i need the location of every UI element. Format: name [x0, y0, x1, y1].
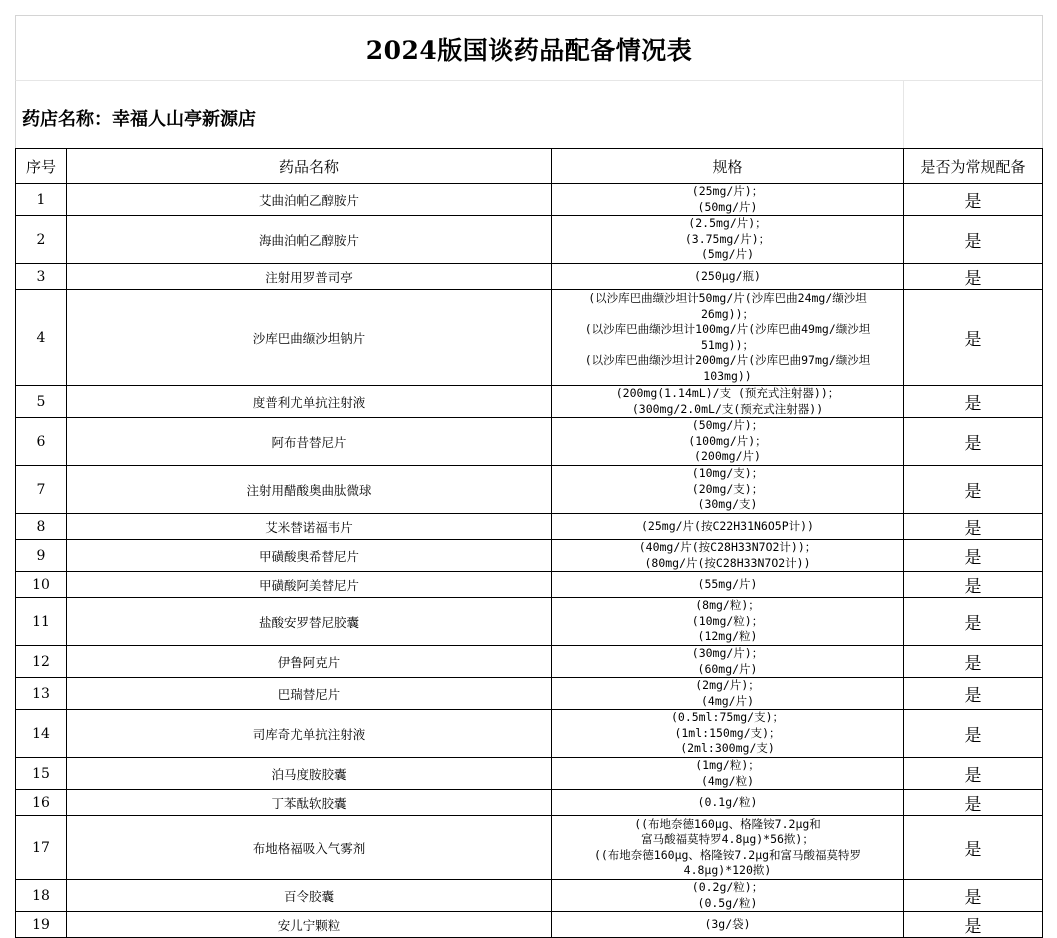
- spec-line: 26mg))；: [700, 306, 755, 321]
- drug-name: 甲磺酸奥希替尼片: [67, 540, 552, 572]
- drug-name: 注射用醋酸奥曲肽微球: [67, 466, 552, 514]
- drug-spec: [552, 386, 904, 418]
- spec-line: (25mg/片(按C22H31N6O5P计)): [641, 518, 814, 533]
- spec-line: (1ml:150mg/支)；: [674, 725, 781, 740]
- drug-spec: [552, 540, 904, 572]
- regular-flag: 是: [904, 710, 1043, 758]
- header-index: 序号: [16, 149, 67, 184]
- spec-line: (3.75mg/片)；: [684, 231, 771, 246]
- regular-flag: 是: [904, 790, 1043, 816]
- regular-flag: 是: [904, 816, 1043, 880]
- table-row: [16, 710, 1043, 758]
- spec-line: ((布地奈德160μg、格隆铵7.2μg和富马酸福莫特罗: [593, 847, 862, 862]
- regular-flag: 是: [904, 466, 1043, 514]
- drug-spec: [552, 816, 904, 880]
- drug-spec: [552, 418, 904, 466]
- spec-line: (0.2g/粒)；: [691, 880, 764, 894]
- regular-flag: 是: [904, 184, 1043, 216]
- row-index: 6: [16, 418, 67, 466]
- spec-line: (2mg/片)；: [695, 678, 760, 692]
- spec-line: (4mg/片): [700, 693, 755, 708]
- spec-line: (40mg/片(按C28H33N7O2计))；: [638, 540, 817, 554]
- drug-name: 艾米替诺福韦片: [67, 514, 552, 540]
- header-row: [16, 149, 1043, 184]
- spec-line: (300mg/2.0mL/支(预充式注射器)): [631, 401, 824, 416]
- drug-spec: [552, 572, 904, 598]
- drug-spec: [552, 678, 904, 710]
- drug-spec: [552, 710, 904, 758]
- table-row: [16, 540, 1043, 572]
- drug-name: 海曲泊帕乙醇胺片: [67, 216, 552, 264]
- regular-flag: 是: [904, 264, 1043, 290]
- table-row: [16, 264, 1043, 290]
- spec-line: (4mg/粒): [700, 773, 755, 788]
- table-row: [16, 880, 1043, 912]
- spec-line: (5mg/片): [700, 247, 755, 262]
- table-row: [16, 572, 1043, 598]
- table-row: [16, 598, 1043, 646]
- spec-line: (8mg/粒)；: [695, 598, 760, 613]
- drug-name: 沙库巴曲缬沙坦钠片: [67, 290, 552, 386]
- spec-line: (30mg/支): [697, 497, 758, 512]
- spec-line: (100mg/片)；: [688, 433, 767, 448]
- spec-line: (200mg(1.14mL)/支 (预充式注射器))；: [615, 386, 840, 400]
- drug-name: 巴瑞替尼片: [67, 678, 552, 710]
- spec-line: (以沙库巴曲缬沙坦计50mg/片(沙库巴曲24mg/缬沙坦: [588, 291, 867, 305]
- regular-flag: 是: [904, 912, 1043, 938]
- spec-line: (50mg/片)；: [691, 418, 764, 433]
- drug-spec: [552, 264, 904, 290]
- spec-line: (10mg/支)；: [691, 466, 764, 481]
- drug-name: 布地格福吸入气雾剂: [67, 816, 552, 880]
- spec-line: (50mg/片): [697, 199, 758, 214]
- table-row: [16, 678, 1043, 710]
- spec-line: (2.5mg/片)；: [688, 216, 767, 231]
- spec-line: (12mg/粒): [697, 629, 758, 644]
- drug-spec: [552, 598, 904, 646]
- drug-name: 丁苯酞软胶囊: [67, 790, 552, 816]
- table-row: [16, 514, 1043, 540]
- regular-flag: 是: [904, 216, 1043, 264]
- spec-line: (1mg/粒)；: [695, 758, 760, 772]
- drug-name: 盐酸安罗替尼胶囊: [67, 598, 552, 646]
- row-index: 7: [16, 466, 67, 514]
- table-row: [16, 290, 1043, 386]
- spec-line: (2ml:300mg/支): [680, 741, 775, 756]
- drug-spec: [552, 216, 904, 264]
- spec-line: (30mg/片)；: [691, 646, 764, 660]
- row-index: 15: [16, 758, 67, 790]
- regular-flag: 是: [904, 572, 1043, 598]
- spec-line: (80mg/片(按C28H33N7O2计)): [644, 555, 811, 570]
- drug-name: 艾曲泊帕乙醇胺片: [67, 184, 552, 216]
- regular-flag: 是: [904, 758, 1043, 790]
- store-row: [15, 80, 1043, 149]
- spec-line: 4.8μg)*120揿): [683, 863, 772, 877]
- table-row: [16, 912, 1043, 938]
- spec-line: (25mg/片)；: [691, 184, 764, 198]
- drug-spec: [552, 646, 904, 678]
- drug-name: 泊马度胺胶囊: [67, 758, 552, 790]
- regular-flag: 是: [904, 290, 1043, 386]
- spec-line: (以沙库巴曲缬沙坦计100mg/片(沙库巴曲49mg/缬沙坦: [584, 322, 871, 336]
- regular-flag: 是: [904, 598, 1043, 646]
- row-index: 17: [16, 816, 67, 880]
- drug-spec: [552, 514, 904, 540]
- regular-flag: 是: [904, 540, 1043, 572]
- drug-spec: [552, 880, 904, 912]
- drug-name: 阿布昔替尼片: [67, 418, 552, 466]
- drug-spec: [552, 290, 904, 386]
- regular-flag: 是: [904, 646, 1043, 678]
- spec-line: 51mg))；: [700, 337, 755, 352]
- spec-line: (0.1g/粒): [697, 794, 758, 809]
- page-title: 2024版国谈药品配备情况表: [15, 15, 1043, 81]
- header-drug-name: 药品名称: [67, 149, 552, 184]
- drug-name: 伊鲁阿克片: [67, 646, 552, 678]
- drug-spec: [552, 912, 904, 938]
- table-row: [16, 790, 1043, 816]
- drug-name: 安儿宁颗粒: [67, 912, 552, 938]
- row-index: 9: [16, 540, 67, 572]
- spec-line: 103mg)): [703, 368, 752, 383]
- table-row: [16, 386, 1043, 418]
- spec-line: (55mg/片): [697, 576, 758, 591]
- row-index: 4: [16, 290, 67, 386]
- row-index: 3: [16, 264, 67, 290]
- spec-line: (0.5ml:75mg/支)；: [670, 710, 784, 725]
- spec-line: (3g/袋): [704, 916, 751, 931]
- row-index: 12: [16, 646, 67, 678]
- regular-flag: 是: [904, 678, 1043, 710]
- table-row: [16, 418, 1043, 466]
- row-index: 5: [16, 386, 67, 418]
- row-index: 18: [16, 880, 67, 912]
- drug-name: 甲磺酸阿美替尼片: [67, 572, 552, 598]
- table-row: [16, 184, 1043, 216]
- table-row: [16, 758, 1043, 790]
- row-index: 14: [16, 710, 67, 758]
- spreadsheet: [15, 15, 1042, 937]
- spec-line: (0.5g/粒): [697, 895, 758, 910]
- drug-name: 百令胶囊: [67, 880, 552, 912]
- spec-line: (200mg/片): [694, 449, 761, 464]
- store-name: 药店名称：幸福人山亭新源店: [22, 109, 256, 130]
- spec-line: (10mg/粒)；: [691, 613, 764, 628]
- regular-flag: 是: [904, 514, 1043, 540]
- drug-name: 司库奇尤单抗注射液: [67, 710, 552, 758]
- table-row: [16, 816, 1043, 880]
- table-row: [16, 646, 1043, 678]
- divider: [903, 81, 904, 149]
- row-index: 11: [16, 598, 67, 646]
- regular-flag: 是: [904, 880, 1043, 912]
- table-row: [16, 216, 1043, 264]
- row-index: 2: [16, 216, 67, 264]
- row-index: 10: [16, 572, 67, 598]
- header-spec: 规格: [552, 149, 904, 184]
- drug-name: 度普利尤单抗注射液: [67, 386, 552, 418]
- drug-name: 注射用罗普司亭: [67, 264, 552, 290]
- table-body: [16, 184, 1043, 938]
- spec-line: (60mg/片): [697, 661, 758, 676]
- regular-flag: 是: [904, 386, 1043, 418]
- drug-spec: [552, 466, 904, 514]
- spec-line: ((布地奈德160μg、格隆铵7.2μg和: [634, 816, 821, 831]
- row-index: 19: [16, 912, 67, 938]
- header-regular: 是否为常规配备: [904, 149, 1043, 184]
- spec-line: 富马酸福莫特罗4.8μg)*56揿)；: [641, 832, 814, 846]
- row-index: 13: [16, 678, 67, 710]
- table-row: [16, 466, 1043, 514]
- drug-table: [15, 148, 1043, 938]
- spec-line: (250μg/瓶): [694, 268, 761, 283]
- row-index: 16: [16, 790, 67, 816]
- spec-line: (20mg/支)；: [691, 481, 764, 496]
- drug-spec: [552, 758, 904, 790]
- row-index: 1: [16, 184, 67, 216]
- drug-spec: [552, 790, 904, 816]
- drug-spec: [552, 184, 904, 216]
- row-index: 8: [16, 514, 67, 540]
- regular-flag: 是: [904, 418, 1043, 466]
- spec-line: (以沙库巴曲缬沙坦计200mg/片(沙库巴曲97mg/缬沙坦: [584, 353, 871, 367]
